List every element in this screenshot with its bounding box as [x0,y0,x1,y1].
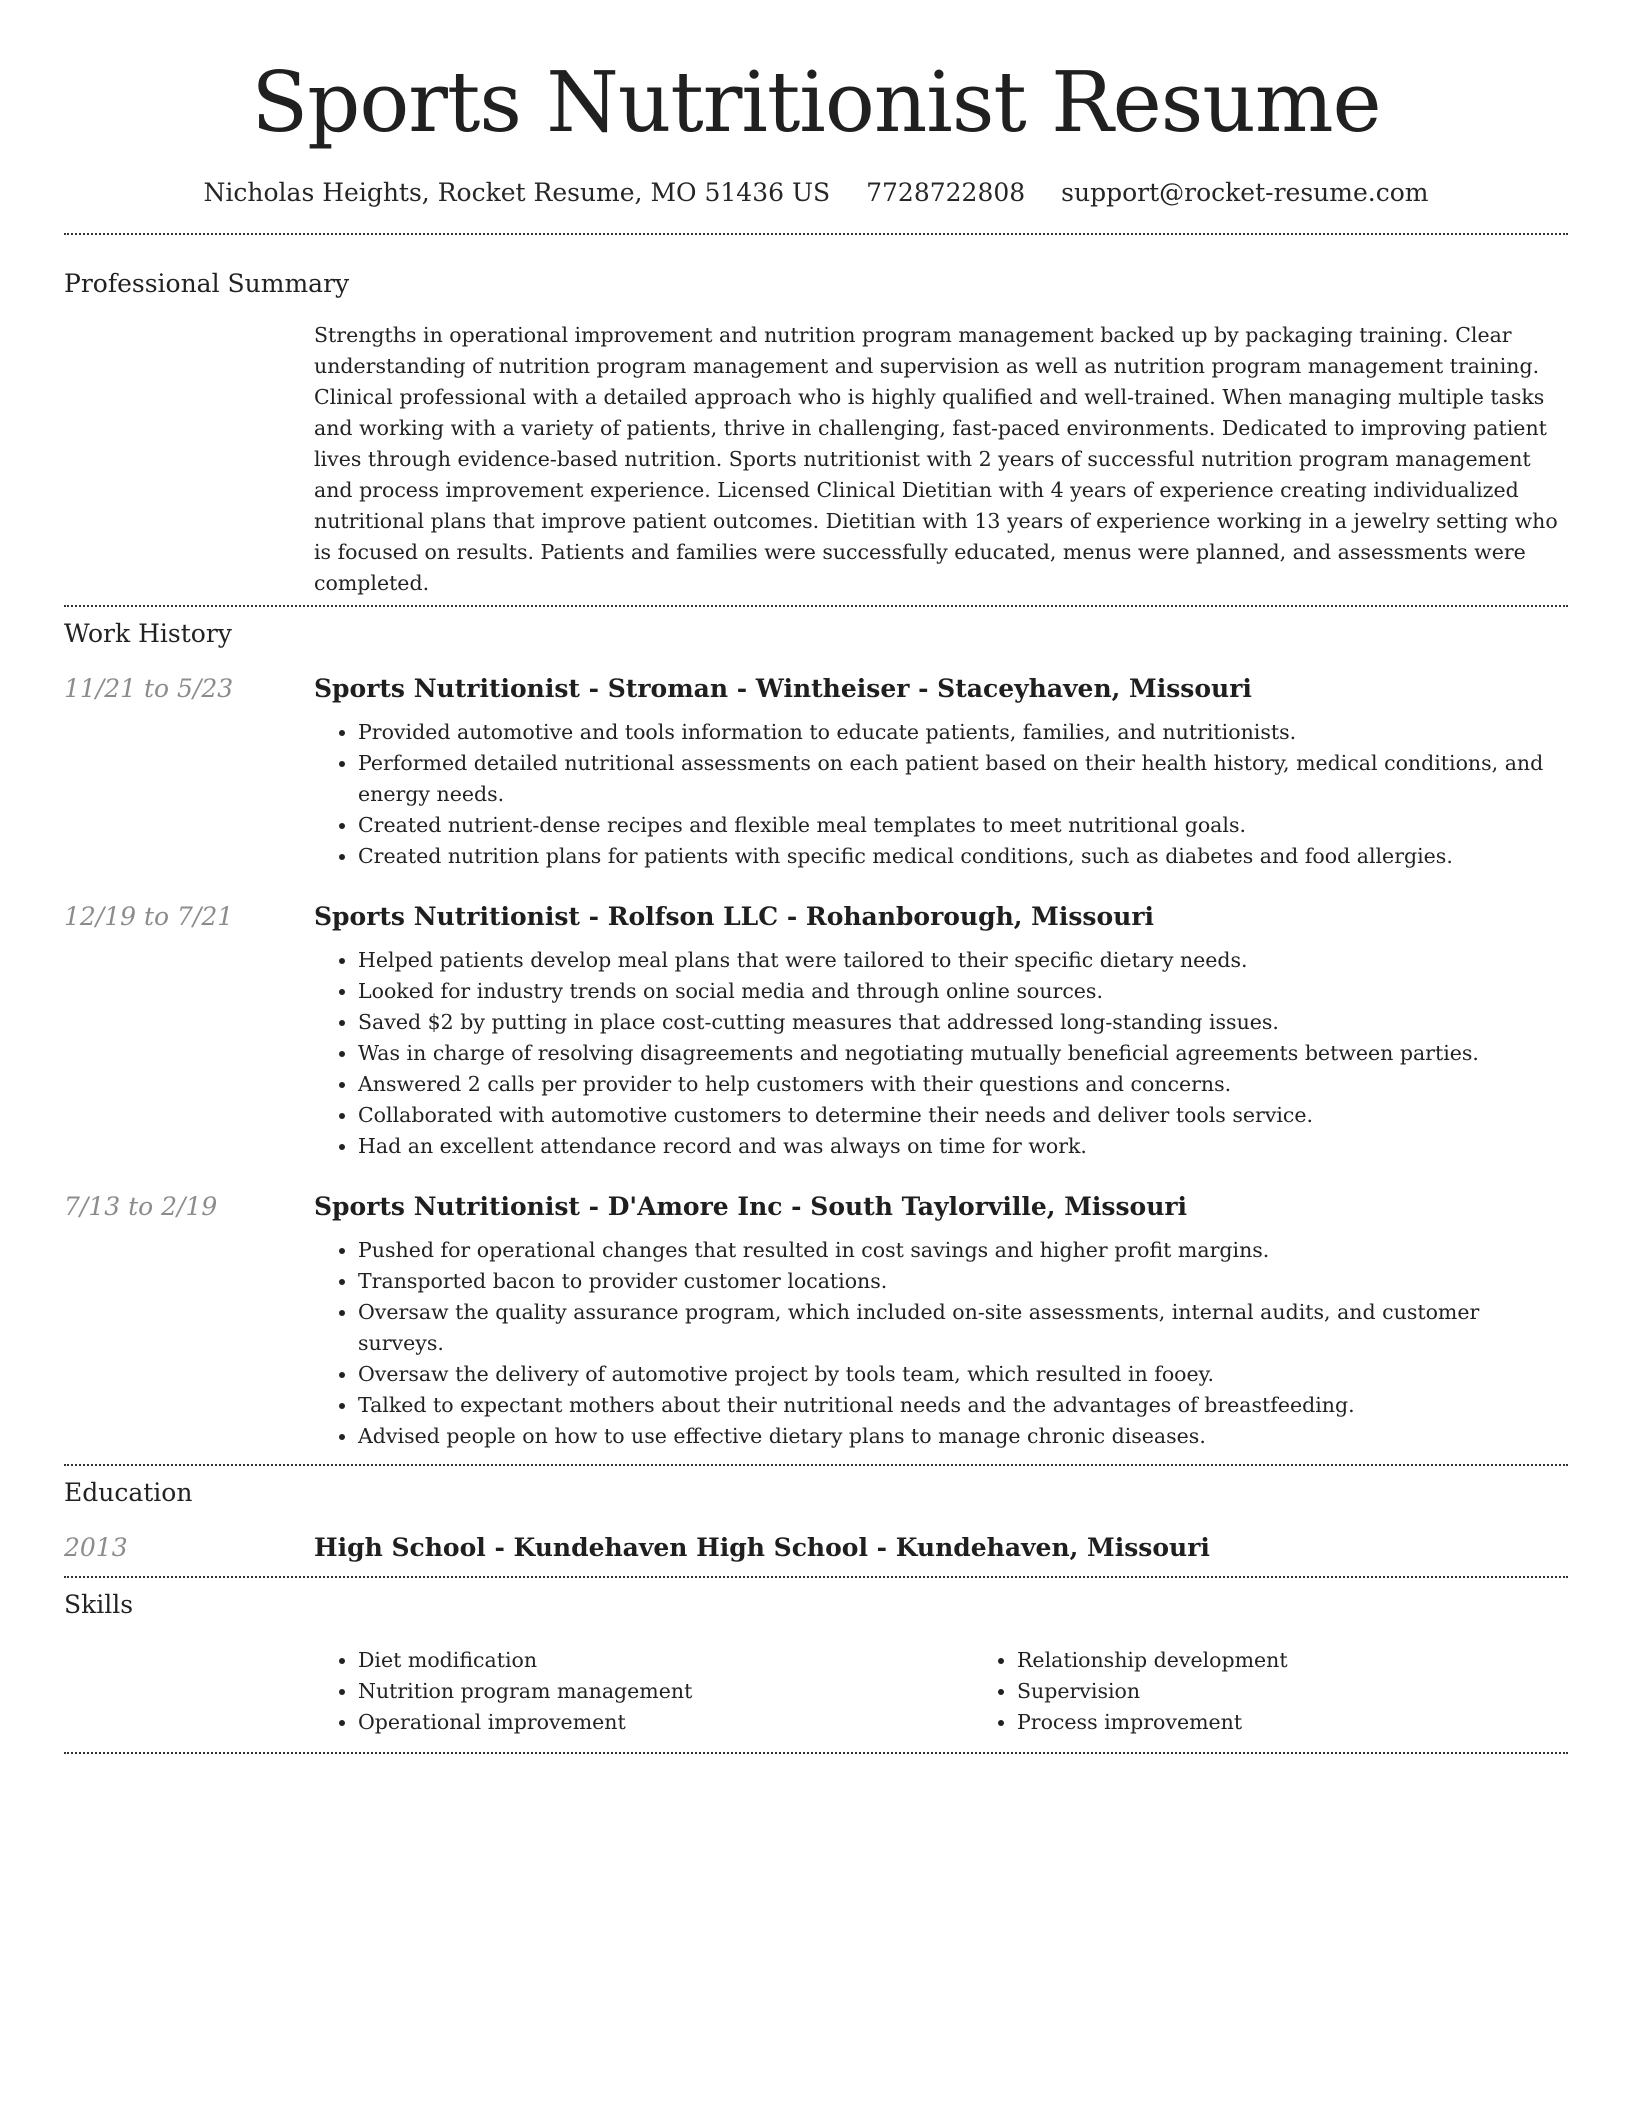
list-item: • Saved $2 by putting in place cost-cutting measures that addressed long-standing issues. [358,1007,1568,1038]
list-item: • Transported bacon to provider customer locations. [358,1266,1568,1297]
list-item: • Oversaw the delivery of automotive project by tools team, which resulted in fooey. [358,1359,1568,1390]
divider [64,233,1568,235]
job-entry [64,1192,1568,1452]
page-title: Sports Nutritionist Resume [251,54,1381,151]
list-item: • Operational improvement [358,1707,973,1738]
education-heading: Education [64,1478,193,1507]
list-item: • Oversaw the quality assurance program, which included on-site assessments, internal audits, and customer surveys. [358,1297,1568,1359]
job-dates: 7/13 to 2/19 [64,1192,218,1221]
job-title: Sports Nutritionist - Rolfson LLC - Rohanborough, Missouri [314,902,1155,931]
list-item: • Performed detailed nutritional assessments on each patient based on their health history, medical conditions, and energy needs. [358,748,1568,810]
education-year: 2013 [64,1533,128,1562]
divider [64,1576,1568,1578]
skills-section [64,1590,1568,1738]
contact-address: Nicholas Heights, Rocket Resume, MO 51436 US [203,178,831,207]
contact-email: support@rocket-resume.com [1061,178,1429,207]
list-item: • Pushed for operational changes that resulted in cost savings and higher profit margins. [358,1235,1568,1266]
contact-line [0,178,1632,207]
list-item: • Helped patients develop meal plans that were tailored to their specific dietary needs. [358,945,1568,976]
list-item: • Provided automotive and tools information to educate patients, families, and nutritionists. [358,717,1568,748]
job-bullets [314,945,1568,1162]
list-item: • Created nutrition plans for patients with specific medical conditions, such as diabetes and food allergies. [358,841,1568,872]
work-section [64,619,1568,1452]
education-title: High School - Kundehaven High School - Kundehaven, Missouri [314,1533,1210,1562]
list-item: • Advised people on how to use effective dietary plans to manage chronic diseases. [358,1421,1568,1452]
skills-list-right [973,1645,1632,1738]
job-bullets [314,717,1568,872]
divider [64,1752,1568,1754]
list-item: • Created nutrient-dense recipes and flexible meal templates to meet nutritional goals. [358,810,1568,841]
summary-section [64,269,1568,599]
skills-heading: Skills [64,1590,134,1619]
job-entry [64,902,1568,1162]
education-entry [64,1533,1568,1562]
summary-text: Strengths in operational improvement and nutrition program management backed up by packaging training. Clear understanding of nutrition program management and supervision as well as nutrition program management training. Clinical professional with a detailed approach who is highly qualified and well-trained. When managing multiple tasks and working with a variety of patients, thrive in challenging, fast-paced environments. Dedicated to improving patient lives through evidence-based nutrition. Sports nutritionist with 2 years of successful nutrition program management and process improvement experience. Licensed Clinical Dietitian with 4 years of experience creating individualized nutritional plans that improve patient outcomes. Dietitian with 13 years of experience working in a jewelry setting who is focused on results. Patients and families were successfully educated, menus were planned, and assessments were completed. [314,323,1558,595]
list-item: • Collaborated with automotive customers to determine their needs and deliver tools service. [358,1100,1568,1131]
list-item: • Had an excellent attendance record and was always on time for work. [358,1131,1568,1162]
work-heading: Work History [64,619,232,648]
job-entry [64,674,1568,872]
list-item: • Relationship development [1017,1645,1632,1676]
divider [64,605,1568,607]
job-dates: 11/21 to 5/23 [64,674,234,703]
job-dates: 12/19 to 7/21 [64,902,234,931]
list-item: • Talked to expectant mothers about their nutritional needs and the advantages of breastfeeding. [358,1390,1568,1421]
resume-header [0,0,1632,207]
skills-list-left [314,1645,973,1738]
list-item: • Diet modification [358,1645,973,1676]
list-item: • Nutrition program management [358,1676,973,1707]
job-title: Sports Nutritionist - Stroman - Wintheiser - Staceyhaven, Missouri [314,674,1252,703]
education-section [64,1478,1568,1562]
list-item: • Process improvement [1017,1707,1632,1738]
list-item: • Supervision [1017,1676,1632,1707]
divider [64,1464,1568,1466]
summary-heading: Professional Summary [64,269,350,298]
skills-row [64,1645,1568,1738]
list-item: • Answered 2 calls per provider to help customers with their questions and concerns. [358,1069,1568,1100]
job-title: Sports Nutritionist - D'Amore Inc - South Taylorville, Missouri [314,1192,1188,1221]
contact-phone: 7728722808 [866,178,1026,207]
summary-row [64,320,1568,599]
job-bullets [314,1235,1568,1452]
list-item: • Looked for industry trends on social media and through online sources. [358,976,1568,1007]
list-item: • Was in charge of resolving disagreements and negotiating mutually beneficial agreements between parties. [358,1038,1568,1069]
